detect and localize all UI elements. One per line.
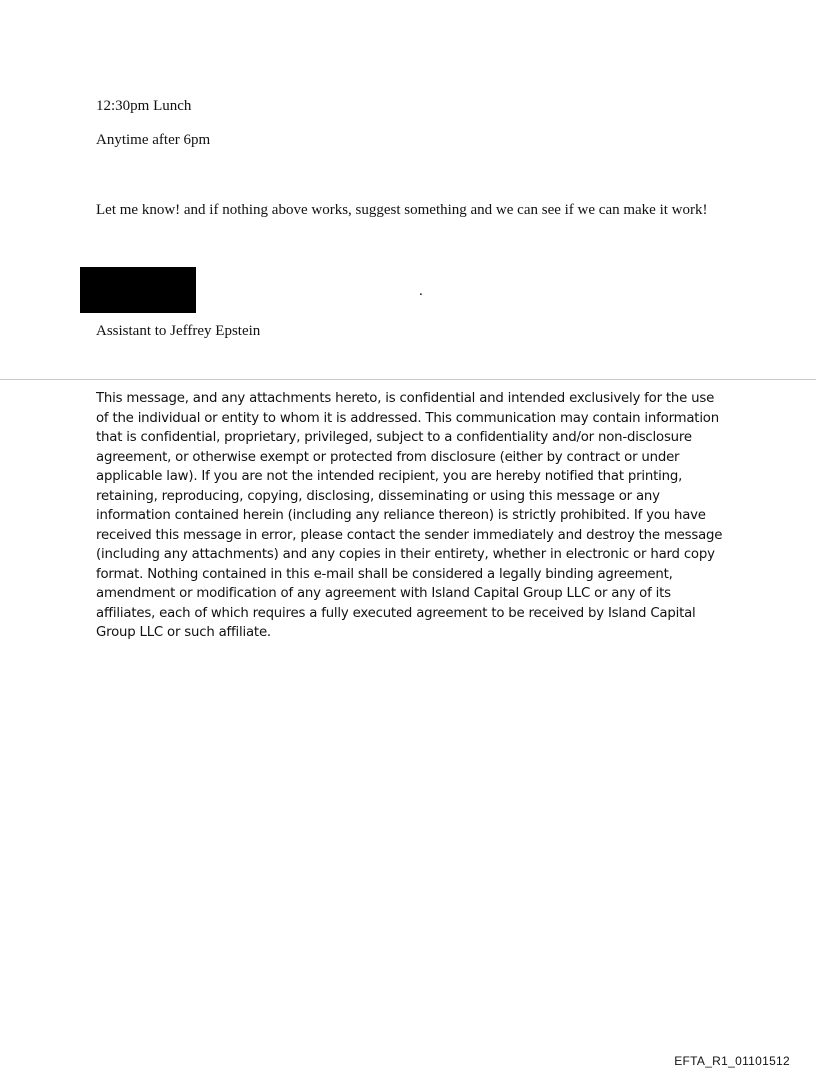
confidentiality-disclaimer: This message, and any attachments hereto, is confidential and intended exclusively for the use of the individual or entity to whom it is addressed. This communication may contain information that is confidential, proprietary, privileged, subject to a confidentiality and/or non-disclosure agreement, or otherwise exempt or protected from disclosure (either by contract or under applicable law). If you are not the intended recipient, you are hereby notified that printing, retaining, reproducing, copying, disclosing, disseminating or using this message or any information contained herein (including any reliance thereon) is strictly prohibited. If you have received this message in error, please contact the sender immediately and destroy the message (including any attachments) and any copies in their entirety, whether in electronic or hard copy format. Nothing contained in this e-mail shall be considered a legally binding agreement, amendment or modification of any agreement with Island Capital Group LLC or any of its affiliates, each of which requires a fully executed agreement to be received by Island Capital Group LLC or such affiliate. xyxy=(96,391,723,640)
email-body-request: Let me know! and if nothing above works, suggest something and we can see if we can make it work! xyxy=(96,202,708,218)
signature-title: Assistant to Jeffrey Epstein xyxy=(96,323,261,339)
schedule-option-evening: Anytime after 6pm xyxy=(96,132,211,148)
signature-divider xyxy=(0,379,816,380)
document-bates-number: EFTA_R1_01101512 xyxy=(674,1054,790,1068)
schedule-option-lunch: 12:30pm Lunch xyxy=(96,98,192,114)
stray-period-mark: . xyxy=(419,283,423,299)
redaction-block xyxy=(80,267,196,313)
